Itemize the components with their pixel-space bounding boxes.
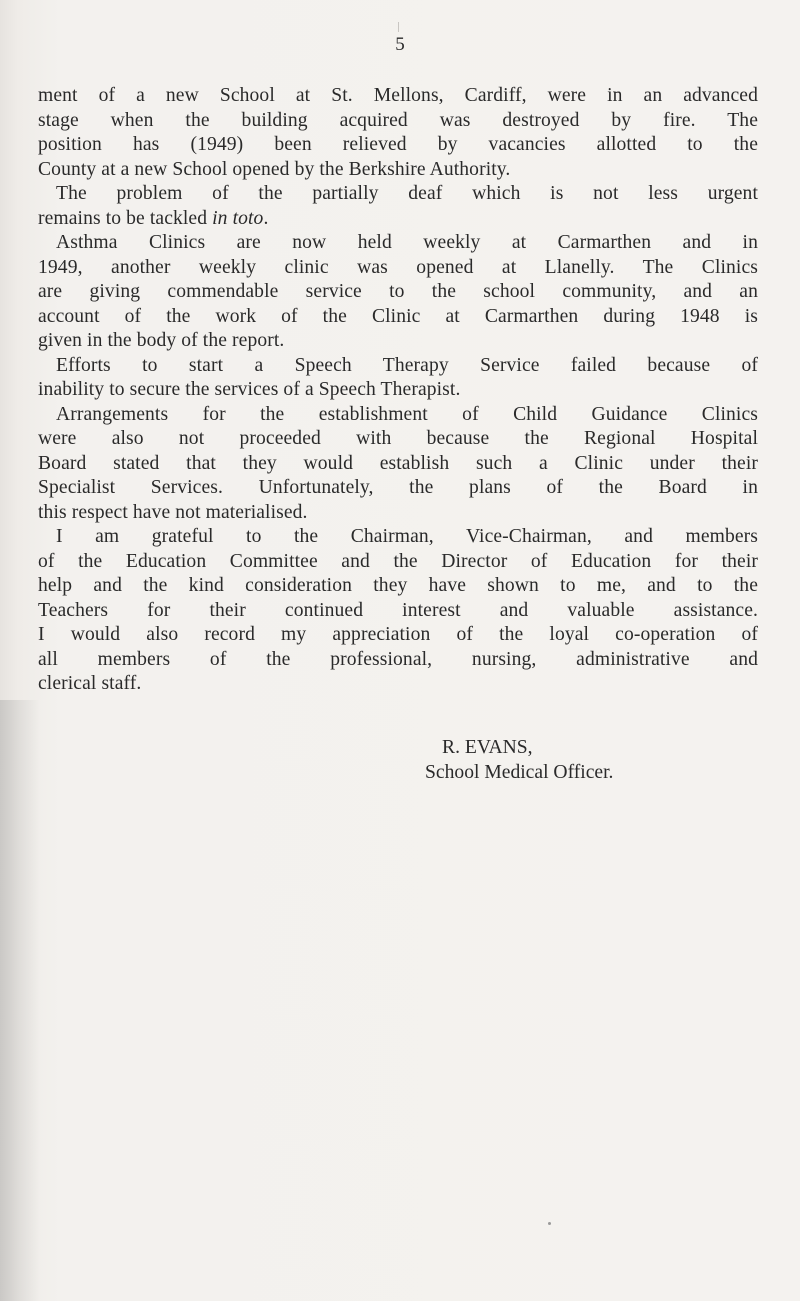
text-line: I would also record my appreciation of the loyal co-operation of: [38, 624, 758, 645]
text-line: all members of the professional, nursing, administrative and: [38, 648, 758, 670]
signature-block: [425, 736, 613, 785]
text-line: were also not proceeded with because the Regional Hospital: [38, 428, 758, 449]
text-line: position has (1949) been relieved by vacancies allotted to the: [38, 134, 758, 155]
paragraph-school-cardiff: [38, 84, 758, 182]
text-line: Arrangements for the establishment of Child Guidance Clinics: [56, 403, 758, 425]
paragraph-child-guidance: [38, 403, 758, 526]
italic-phrase: in toto: [212, 207, 264, 229]
text-line: inability to secure the services of a Speech Therapist.: [38, 379, 461, 400]
signatory-name: R. EVANS,: [442, 737, 533, 758]
text-line: Efforts to start a Speech Therapy Service failed because of: [56, 354, 758, 376]
text-line: Board stated that they would establish such a Clinic under their: [38, 452, 758, 474]
print-speck: [548, 1222, 551, 1225]
paragraph-acknowledgements: [38, 525, 758, 697]
report-body: [38, 84, 758, 697]
text-line: Teachers for their continued interest and valuable assistance.: [38, 599, 758, 621]
paragraph-asthma-clinics: [38, 231, 758, 354]
text-line-in-toto: remains to be tackled in toto.: [38, 207, 269, 229]
text-line: Asthma Clinics are now held weekly at Carmarthen and in: [56, 232, 758, 253]
paragraph-speech-therapy: [38, 354, 758, 403]
text-line: 1949, another weekly clinic was opened at Llanelly. The Clinics: [38, 256, 758, 278]
paragraph-partially-deaf: [38, 182, 758, 231]
text-line: stage when the building acquired was destroyed by fire. The: [38, 109, 758, 131]
text-line: clerical staff.: [38, 673, 142, 694]
text-line: County at a new School opened by the Berkshire Authority.: [38, 158, 511, 180]
text-line: The problem of the partially deaf which is not less urgent: [56, 183, 758, 204]
text-line: Specialist Services. Unfortunately, the plans of the Board in: [38, 477, 758, 498]
text-line: ment of a new School at St. Mellons, Cardiff, were in an advanced: [38, 85, 758, 106]
page-number: 5: [395, 34, 405, 55]
text-line: help and the kind consideration they have shown to me, and to the: [38, 575, 758, 596]
text-line: of the Education Committee and the Director of Education for their: [38, 550, 758, 572]
page-edge-shadow: [0, 700, 40, 1301]
text-line: I am grateful to the Chairman, Vice-Chairman, and members: [56, 526, 758, 547]
text-line: this respect have not materialised.: [38, 501, 308, 523]
text-line: account of the work of the Clinic at Carmarthen during 1948 is: [38, 305, 758, 327]
signatory-title: School Medical Officer.: [425, 761, 614, 783]
text-line: given in the body of the report.: [38, 330, 285, 351]
print-mark: [398, 22, 399, 32]
text-line: are giving commendable service to the school community, and an: [38, 281, 758, 302]
